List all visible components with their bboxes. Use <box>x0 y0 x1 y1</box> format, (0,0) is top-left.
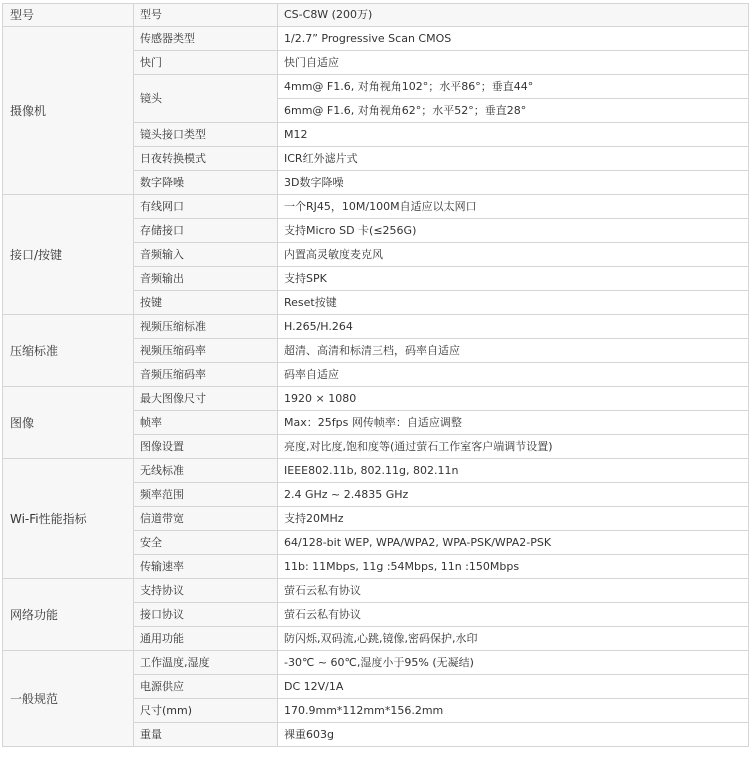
spec-value: 码率自适应 <box>278 363 749 387</box>
spec-label: 安全 <box>134 531 278 555</box>
spec-row <box>3 195 749 219</box>
category-cell: 摄像机 <box>3 27 134 195</box>
spec-label: 频率范围 <box>134 483 278 507</box>
spec-value: 萤石云私有协议 <box>278 603 749 627</box>
spec-label: 通用功能 <box>134 627 278 651</box>
spec-value: 内置高灵敏度麦克风 <box>278 243 749 267</box>
spec-value: H.265/H.264 <box>278 315 749 339</box>
spec-label: 日夜转换模式 <box>134 147 278 171</box>
spec-label: 传感器类型 <box>134 27 278 51</box>
spec-value: 64/128-bit WEP, WPA/WPA2, WPA-PSK/WPA2-PSK <box>278 531 749 555</box>
spec-row <box>3 579 749 603</box>
spec-value: 6mm@ F1.6, 对角视角62°；水平52°；垂直28° <box>278 99 749 123</box>
spec-value: 4mm@ F1.6, 对角视角102°；水平86°；垂直44° <box>278 75 749 99</box>
spec-value: IEEE802.11b, 802.11g, 802.11n <box>278 459 749 483</box>
spec-row <box>3 651 749 675</box>
spec-label: 音频输入 <box>134 243 278 267</box>
spec-value: 支持20MHz <box>278 507 749 531</box>
spec-label: 重量 <box>134 723 278 747</box>
spec-label: 支持协议 <box>134 579 278 603</box>
spec-label: 视频压缩标准 <box>134 315 278 339</box>
spec-value: 一个RJ45，10M/100M自适应以太网口 <box>278 195 749 219</box>
category-cell: 接口/按键 <box>3 195 134 315</box>
spec-value: 裸重603g <box>278 723 749 747</box>
spec-value: 亮度,对比度,饱和度等(通过萤石工作室客户端调节设置) <box>278 435 749 459</box>
spec-label: 音频输出 <box>134 267 278 291</box>
spec-label: 无线标准 <box>134 459 278 483</box>
spec-row <box>3 27 749 51</box>
spec-value: CS-C8W (200万) <box>278 4 749 27</box>
category-cell: 图像 <box>3 387 134 459</box>
spec-label: 快门 <box>134 51 278 75</box>
spec-label: 传输速率 <box>134 555 278 579</box>
spec-row <box>3 387 749 411</box>
spec-label: 接口协议 <box>134 603 278 627</box>
spec-label: 型号 <box>134 4 278 27</box>
spec-label: 电源供应 <box>134 675 278 699</box>
model-header-cell: 型号 <box>3 4 134 27</box>
spec-value: ICR红外滤片式 <box>278 147 749 171</box>
spec-label: 镜头接口类型 <box>134 123 278 147</box>
spec-table-body <box>3 4 749 747</box>
spec-value: DC 12V/1A <box>278 675 749 699</box>
spec-row <box>3 315 749 339</box>
spec-label: 尺寸(mm) <box>134 699 278 723</box>
spec-value: 超清、高清和标清三档，码率自适应 <box>278 339 749 363</box>
spec-value: 支持SPK <box>278 267 749 291</box>
spec-value: 支持Micro SD 卡(≤256G) <box>278 219 749 243</box>
spec-label: 存储接口 <box>134 219 278 243</box>
spec-value: 快门自适应 <box>278 51 749 75</box>
spec-label: 最大图像尺寸 <box>134 387 278 411</box>
spec-label: 有线网口 <box>134 195 278 219</box>
category-cell: 网络功能 <box>3 579 134 651</box>
spec-label: 视频压缩码率 <box>134 339 278 363</box>
category-cell: 一般规范 <box>3 651 134 747</box>
spec-value: 170.9mm*112mm*156.2mm <box>278 699 749 723</box>
spec-value: 萤石云私有协议 <box>278 579 749 603</box>
spec-value: Max：25fps 网传帧率：自适应调整 <box>278 411 749 435</box>
spec-label: 信道带宽 <box>134 507 278 531</box>
spec-label: 按键 <box>134 291 278 315</box>
spec-value: 2.4 GHz ~ 2.4835 GHz <box>278 483 749 507</box>
spec-table <box>2 3 749 747</box>
spec-value: 防闪烁,双码流,心跳,镜像,密码保护,水印 <box>278 627 749 651</box>
spec-row <box>3 459 749 483</box>
spec-value: 1920 × 1080 <box>278 387 749 411</box>
spec-label: 帧率 <box>134 411 278 435</box>
spec-value: 1/2.7” Progressive Scan CMOS <box>278 27 749 51</box>
spec-value: 3D数字降噪 <box>278 171 749 195</box>
spec-label: 图像设置 <box>134 435 278 459</box>
spec-value: M12 <box>278 123 749 147</box>
category-cell: Wi-Fi性能指标 <box>3 459 134 579</box>
spec-value: -30℃ ~ 60℃,湿度小于95% (无凝结) <box>278 651 749 675</box>
spec-label: 镜头 <box>134 75 278 123</box>
header-row <box>3 4 749 27</box>
spec-label: 工作温度,湿度 <box>134 651 278 675</box>
spec-label: 数字降噪 <box>134 171 278 195</box>
category-cell: 压缩标准 <box>3 315 134 387</box>
spec-value: Reset按键 <box>278 291 749 315</box>
spec-value: 11b: 11Mbps, 11g :54Mbps, 11n :150Mbps <box>278 555 749 579</box>
spec-label: 音频压缩码率 <box>134 363 278 387</box>
